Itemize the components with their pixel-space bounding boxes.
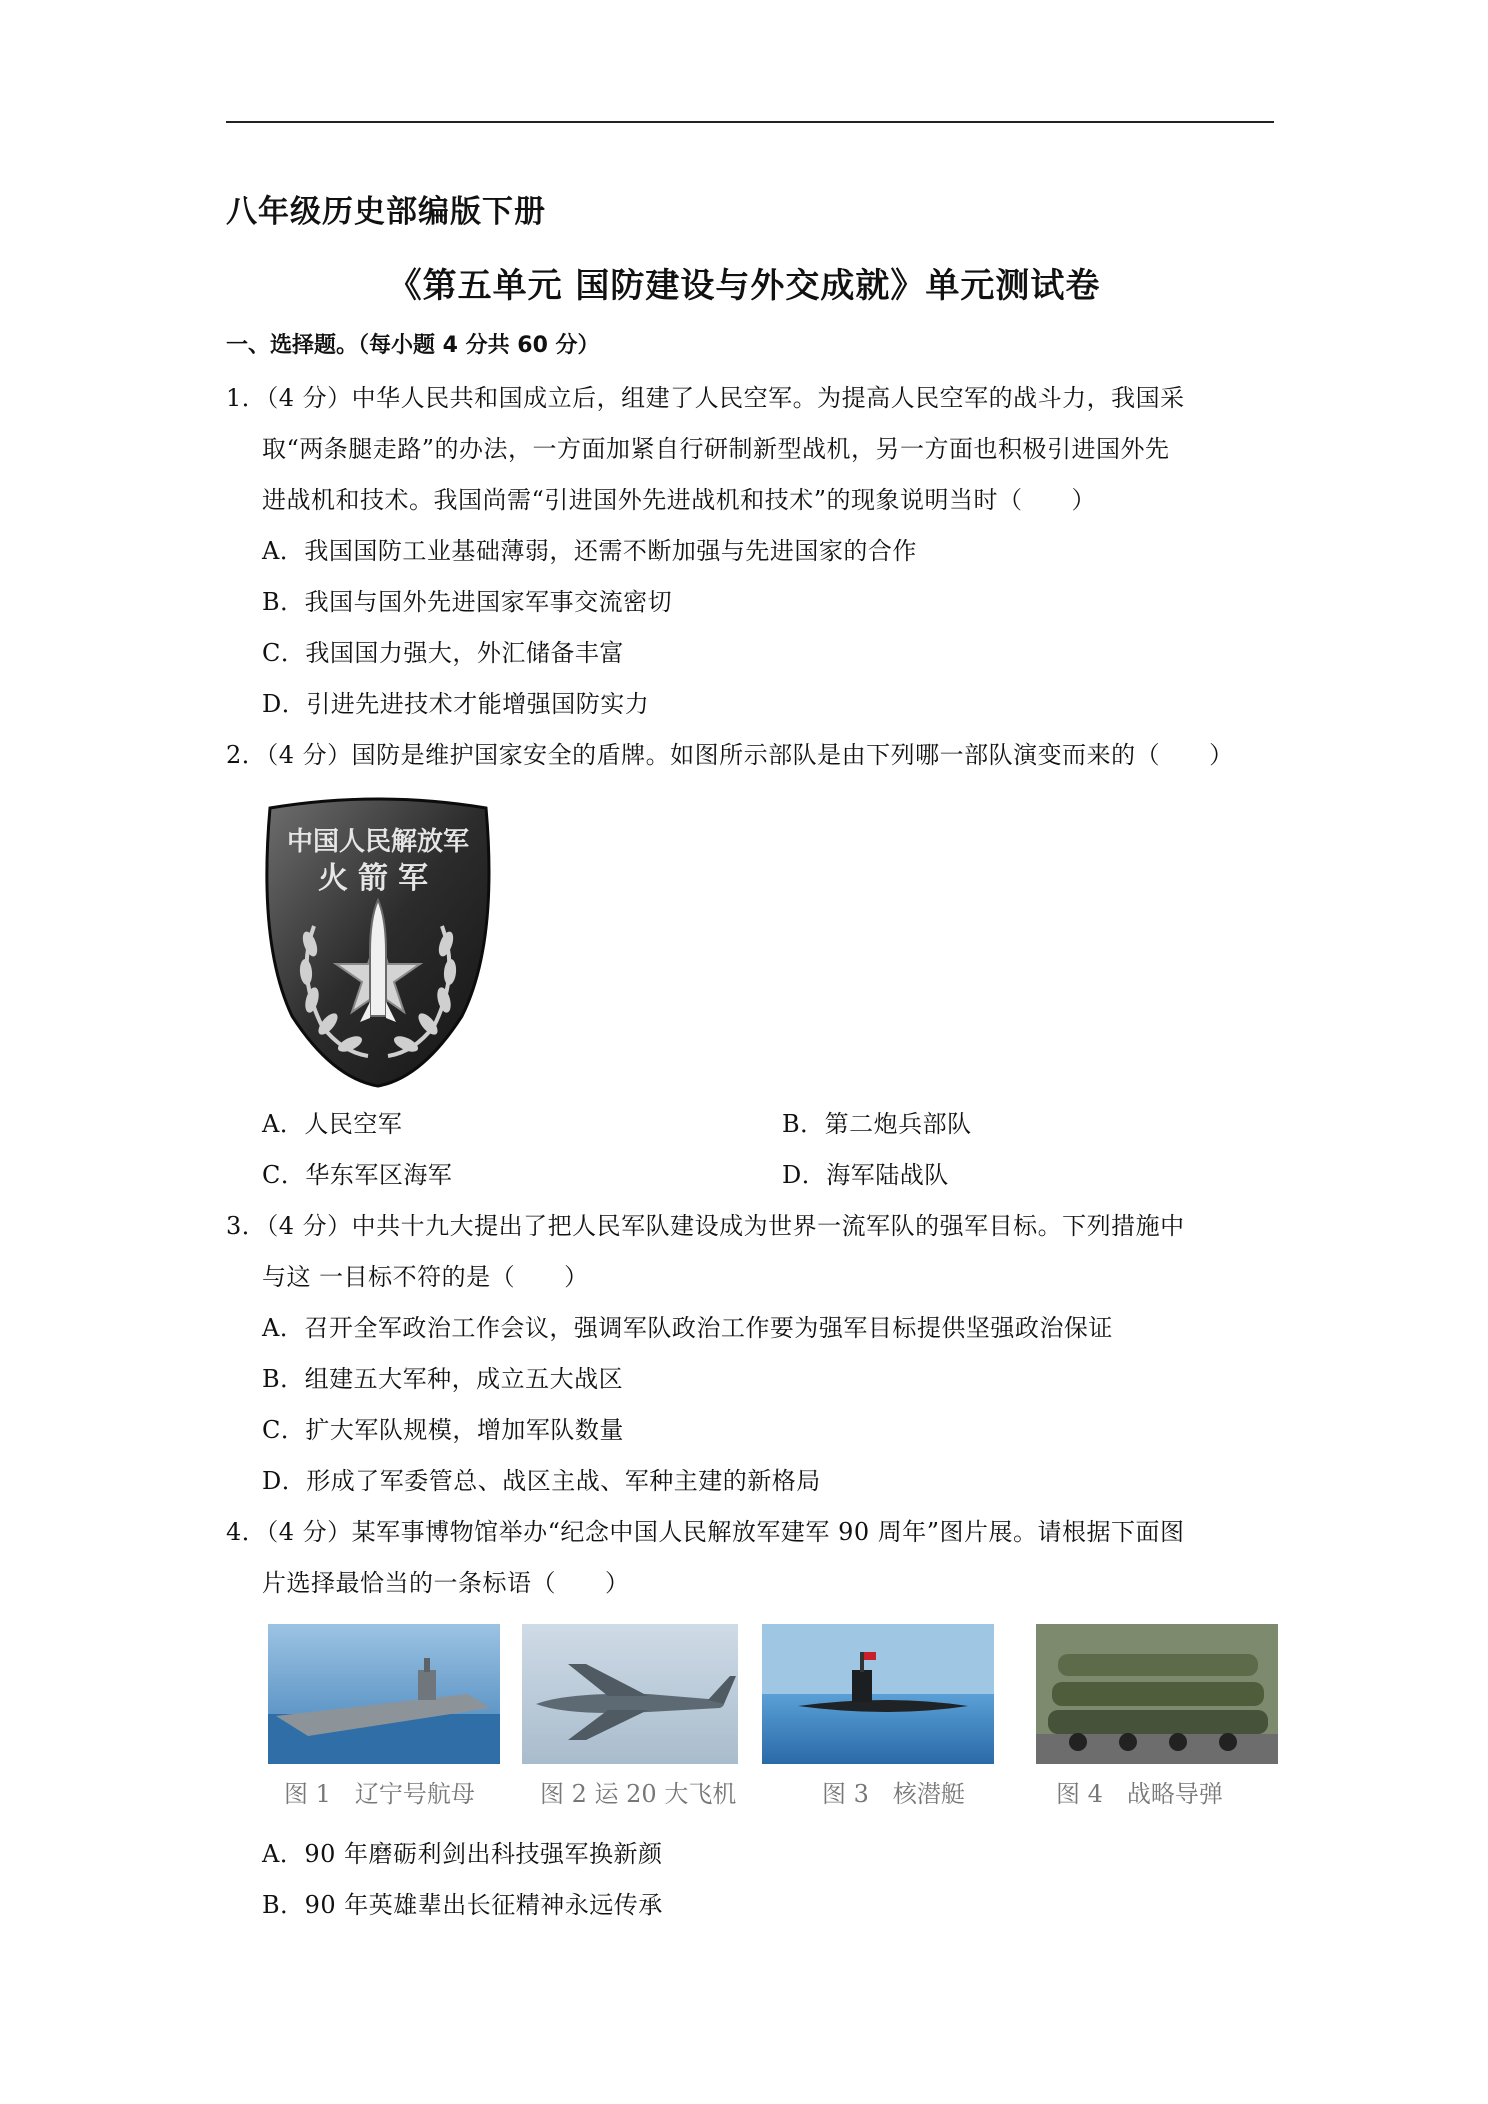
carrier-photo bbox=[268, 1624, 500, 1764]
question-3-option-a: A．召开全军政治工作会议，强调军队政治工作要为强军目标提供坚强政治保证 bbox=[262, 1314, 1113, 1342]
question-1-option-c: C．我国国力强大，外汇储备丰富 bbox=[262, 639, 624, 667]
submarine-photo bbox=[762, 1624, 994, 1764]
question-3-option-b: B．组建五大军种，成立五大战区 bbox=[262, 1365, 624, 1393]
question-2-option-b: B．第二炮兵部队 bbox=[782, 1110, 972, 1138]
rocket-icon bbox=[370, 900, 386, 1016]
question-2-option-d: D．海军陆战队 bbox=[782, 1161, 949, 1189]
badge-text-line-1: 中国人民解放军 bbox=[286, 827, 470, 857]
section-heading: 一、选择题。（每小题 4 分共 60 分） bbox=[226, 333, 600, 358]
question-2-line-1: 2．（4 分）国防是维护国家安全的盾牌。如图所示部队是由下列哪一部队演变而来的（ ） bbox=[226, 741, 1234, 769]
question-2-option-a: A．人民空军 bbox=[262, 1110, 403, 1138]
badge-text-line-2: 火箭军 bbox=[318, 861, 438, 896]
page-title: 《第五单元 国防建设与外交成就》单元测试卷 bbox=[387, 266, 1101, 306]
figure-4-caption: 图 4 战略导弹 bbox=[1056, 1780, 1223, 1808]
question-4-line-1: 4．（4 分）某军事博物馆举办“纪念中国人民解放军建军 90 周年”图片展。请根据下面图 bbox=[226, 1518, 1185, 1546]
missile-vehicle-photo bbox=[1036, 1624, 1278, 1764]
question-1-line-3: 进战机和技术。我国尚需“引进国外先进战机和技术”的现象说明当时（ ） bbox=[262, 486, 1097, 514]
military-photo-strip bbox=[268, 1624, 1278, 1814]
figure-3-caption: 图 3 核潜艇 bbox=[822, 1780, 965, 1808]
figure-1-caption: 图 1 辽宁号航母 bbox=[284, 1780, 475, 1808]
figure-2-caption: 图 2 运 20 大飞机 bbox=[540, 1780, 737, 1808]
question-4-line-2: 片选择最恰当的一条标语（ ） bbox=[262, 1569, 630, 1597]
transport-plane-photo bbox=[522, 1624, 738, 1764]
question-1-option-d: D．引进先进技术才能增强国防实力 bbox=[262, 690, 650, 718]
question-2-option-c: C．华东军区海军 bbox=[262, 1161, 453, 1189]
question-3-option-c: C．扩大军队规模，增加军队数量 bbox=[262, 1416, 624, 1444]
question-1-option-a: A．我国国防工业基础薄弱，还需不断加强与先进国家的合作 bbox=[262, 537, 917, 565]
question-1-line-2: 取“两条腿走路”的办法，一方面加紧自行研制新型战机，另一方面也积极引进国外先 bbox=[262, 435, 1170, 463]
rocket-force-badge bbox=[262, 794, 494, 1088]
header-rule bbox=[226, 121, 1274, 123]
question-3-line-2: 与这 一目标不符的是（ ） bbox=[262, 1263, 589, 1291]
question-3-option-d: D．形成了军委管总、战区主战、军种主建的新格局 bbox=[262, 1467, 821, 1495]
question-4-option-a: A．90 年磨砺利剑出科技强军换新颜 bbox=[262, 1840, 663, 1868]
grade-heading: 八年级历史部编版下册 bbox=[226, 194, 546, 230]
question-1-option-b: B．我国与国外先进国家军事交流密切 bbox=[262, 588, 673, 616]
question-3-line-1: 3．（4 分）中共十九大提出了把人民军队建设成为世界一流军队的强军目标。下列措施中 bbox=[226, 1212, 1185, 1240]
question-1-line-1: 1．（4 分）中华人民共和国成立后，组建了人民空军。为提高人民空军的战斗力，我国采 bbox=[226, 384, 1185, 412]
question-4-option-b: B．90 年英雄辈出长征精神永远传承 bbox=[262, 1891, 663, 1919]
